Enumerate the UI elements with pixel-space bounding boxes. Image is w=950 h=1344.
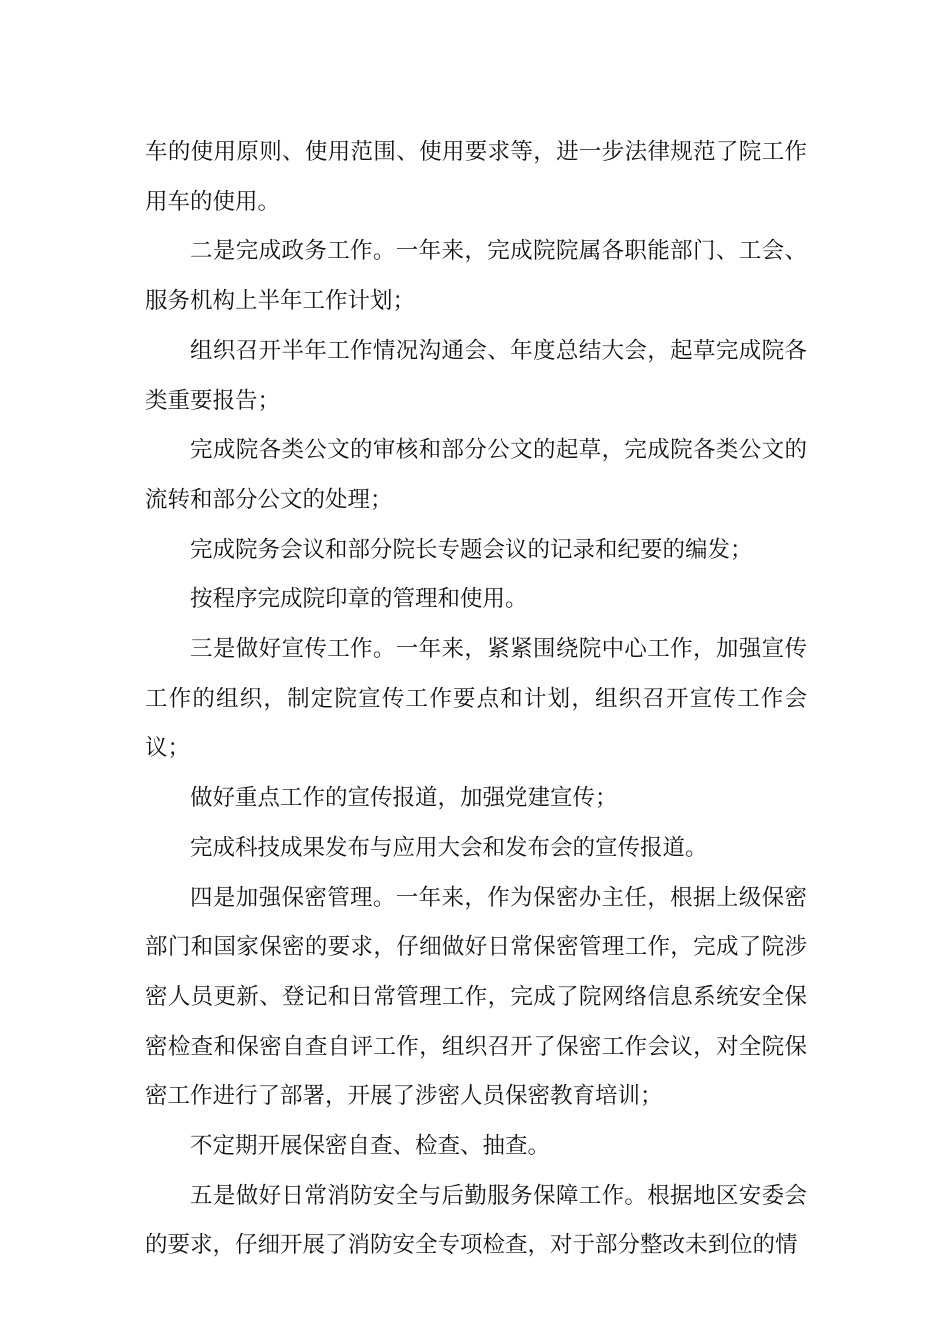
paragraph: 完成院务会议和部分院长专题会议的记录和纪要的编发； <box>190 536 753 563</box>
document-body <box>145 128 807 1271</box>
paragraph: 车的使用原则、使用范围、使用要求等，进一步法律规范了院工作用车的使用。 <box>145 139 807 215</box>
paragraph: 做好重点工作的宣传报道，加强党建宣传； <box>190 785 618 812</box>
paragraph: 四是加强保密管理。一年来，作为保密办主任，根据上级保密部门和国家保密的要求，仔细做好日常保密管理工作，完成了院涉密人员更新、登记和日常管理工作，完成了院网络信息系统安全保密检查和保密自查自评工作，组织召开了保密工作会议，对全院保密工作进行了部署，开展了涉密人员保密教育培训； <box>145 884 807 1110</box>
paragraph: 完成科技成果发布与应用大会和发布会的宣传报道。 <box>190 834 708 861</box>
paragraph: 二是完成政务工作。一年来，完成院院属各职能部门、工会、服务机构上半年工作计划； <box>145 238 807 315</box>
paragraph: 三是做好宣传工作。一年来，紧紧围绕院中心工作，加强宣传工作的组织，制定院宣传工作要点和计划，组织召开宣传工作会议； <box>145 636 807 762</box>
paragraph: 不定期开展保密自查、检查、抽查。 <box>190 1133 551 1160</box>
paragraph: 组织召开半年工作情况沟通会、年度总结大会，起草完成院各类重要报告； <box>145 337 807 414</box>
paragraph: 五是做好日常消防安全与后勤服务保障工作。根据地区安委会的要求，仔细开展了消防安全专项检查，对于部分整改未到位的情 <box>145 1182 807 1259</box>
paragraph: 完成院各类公文的审核和部分公文的起草，完成院各类公文的流转和部分公文的处理； <box>145 437 807 513</box>
paragraph: 按程序完成院印章的管理和使用。 <box>190 586 528 613</box>
